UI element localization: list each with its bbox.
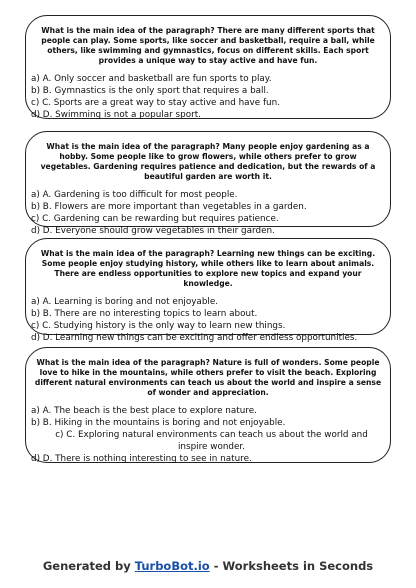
option-d[interactable]: d) D. Swimming is not a popular sport. [31,110,201,120]
question-prompt: What is the main idea of the paragraph? There are many different sports that people can play. Some sports, like soccer and basketball, require a ball, while others, like swimming and gymnastics, focus on different skills. Each sport provides a unique way to stay active and have fun. [41,26,375,65]
brand-link[interactable]: TurboBot.io [134,559,210,573]
option-d[interactable]: d) D. There is nothing interesting to see in nature. [31,454,252,464]
option-a[interactable]: a) A. Learning is boring and not enjoyable. [31,297,219,307]
option-c[interactable]: c) C. Gardening can be rewarding but requires patience. [31,214,279,224]
option-b[interactable]: b) B. Hiking in the mountains is boring and not enjoyable. [31,418,286,428]
question-card-2 [25,131,391,236]
options-list [31,73,382,121]
option-c[interactable]: c) C. Studying history is the only way to learn new things. [31,321,286,331]
question-card-4 [25,347,391,463]
option-c[interactable]: c) C. Exploring natural environments can teach us about the world and inspire wonder. [55,430,368,452]
option-d[interactable]: d) D. Everyone should grow vegetables in their garden. [31,226,275,236]
option-b[interactable]: b) B. Flowers are more important than vegetables in a garden. [31,202,307,212]
option-b[interactable]: b) B. Gymnastics is the only sport that requires a ball. [31,86,269,96]
question-prompt: What is the main idea of the paragraph? Learning new things can be exciting. Some people enjoy studying history, while others like to learn about animals. There are endless opportunities to explore new topics and expand your knowledge. [40,249,376,288]
options-list [31,405,382,465]
option-c[interactable]: c) C. Sports are a great way to stay active and have fun. [31,98,281,108]
question-card-3 [25,238,391,343]
option-a[interactable]: a) A. Only soccer and basketball are fun sports to play. [31,74,272,84]
option-d[interactable]: d) D. Learning new things can be exciting and offer endless opportunities. [31,333,358,343]
question-prompt: What is the main idea of the paragraph? Nature is full of wonders. Some people love to hike in the mountains, while others prefer to visit the beach. Exploring different natural environments can teach us about the world and inspire a sense of wonder and appreciation. [34,358,382,397]
footer-prefix: Generated by [42,559,135,573]
question-card-1 [25,15,391,119]
question-prompt: What is the main idea of the paragraph? Many people enjoy gardening as a hobby. Some people like to grow flowers, while others prefer to grow vegetables. Gardening requires patience and dedication, but the rewards of a beautiful garden are worth it. [40,142,376,181]
option-a[interactable]: a) A. Gardening is too difficult for most people. [31,190,238,200]
footer [0,559,416,573]
footer-suffix: - Worksheets in Seconds [209,559,374,573]
option-b[interactable]: b) B. There are no interesting topics to learn about. [31,309,258,319]
option-a[interactable]: a) A. The beach is the best place to explore nature. [31,406,257,416]
options-list [31,189,382,237]
options-list [31,296,382,344]
